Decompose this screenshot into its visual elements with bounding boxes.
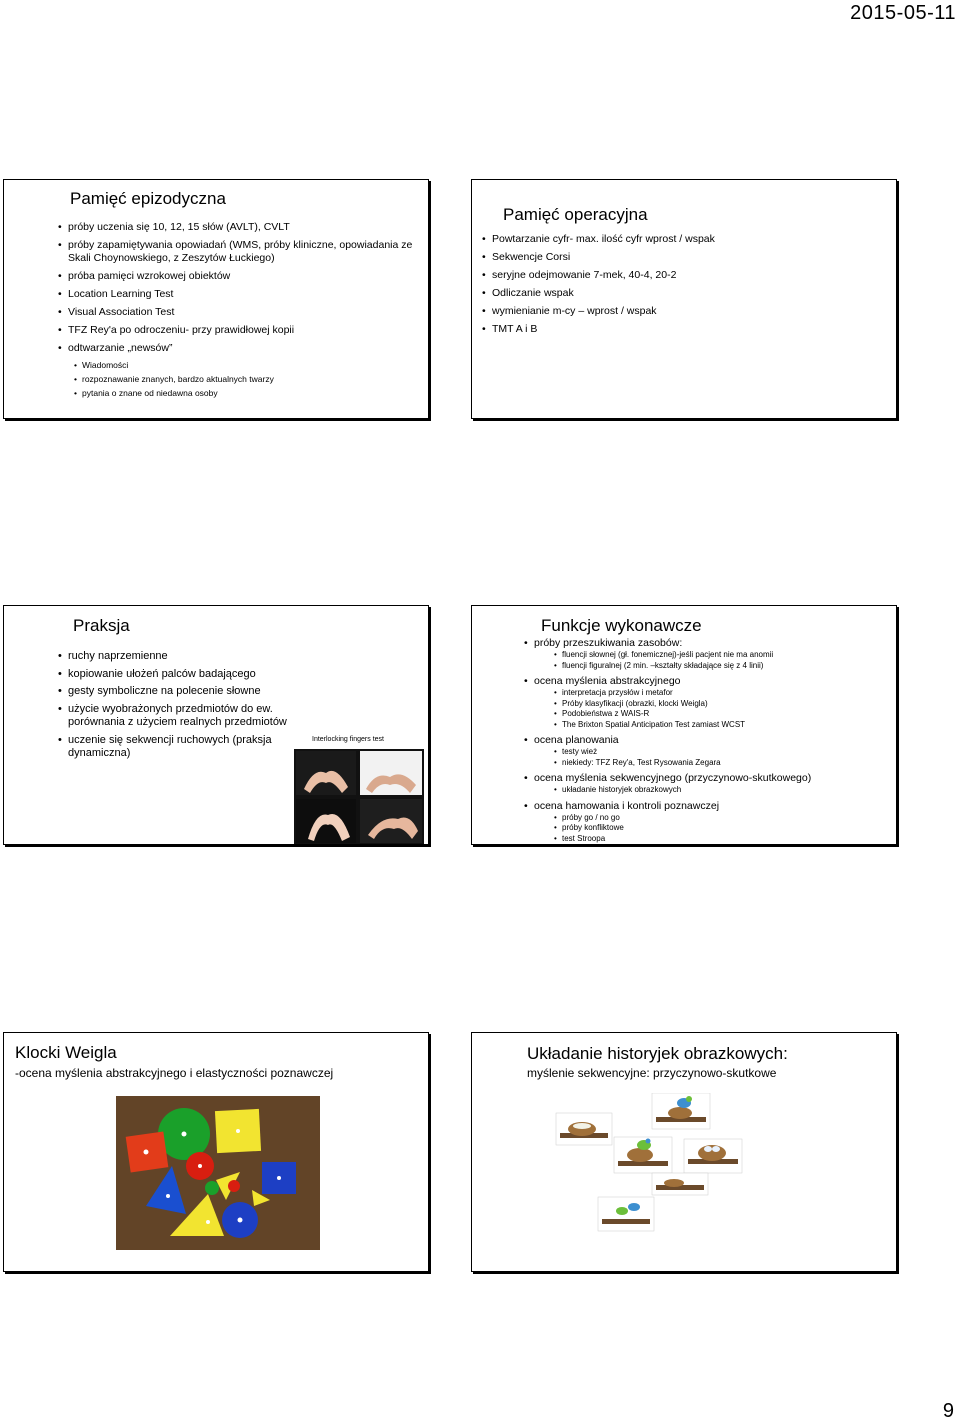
list-item: • ruchy naprzemienne [58,650,298,664]
sub-list-item: • The Brixton Spatial Anticipation Test zamiast WCST [554,720,884,731]
story-card-bird-on-branch [652,1093,710,1129]
list-item: • TMT A i B [482,323,882,336]
list-item: • próby zapamiętywania opowiadań (WMS, próby kliniczne, opowiadania ze Skali Choynowskiego, z Zeszytów Łuckiego) [58,239,418,265]
story-card-eggs [684,1139,742,1173]
slide-pamiec-operacyjna [471,179,897,419]
sub-list-item: • interpretacja przysłów i metafor [554,688,884,699]
slide-pamiec-epizodyczna [3,179,429,419]
sub-list-item: • fluencji figuralnej (2 min. –kształty składające się z 4 linii) [554,661,884,672]
slide-subtitle: -ocena myślenia abstrakcyjnego i elastyczności poznawczej [15,1066,334,1080]
weigl-blocks-photo [116,1096,320,1250]
sub-list-item: • Wiadomości [74,360,418,371]
sub-list-item: • niekiedy: TFZ Rey'a, Test Rysowania Zegara [554,758,884,769]
list-item: • ocena myślenia abstrakcyjnego [524,675,884,687]
sub-list-item: • testy wież [554,747,884,758]
list-item: • ocena planowania [524,734,884,746]
sub-list-item: • próby go / no go [554,813,884,824]
slide-praksja [3,605,429,845]
slide-title: Pamięć operacyjna [503,205,648,224]
list-item: • ocena myślenia sekwencyjnego (przyczynowo-skutkowego) [524,772,884,784]
list-item: • użycie wyobrażonych przedmiotów do ew. porównania z użyciem realnych przedmiotów [58,703,298,730]
sub-list-item: • fluencji słownej (gł. fonemicznej)-jeśli pacjent nie ma anomii [554,650,884,661]
sub-list-item: • Podobieństwa z WAIS-R [554,709,884,720]
list-item: • odtwarzanie „newsów” [58,342,418,355]
interlocking-fingers-photo [294,749,424,845]
sub-list-item: • test Stroopa [554,834,884,845]
list-item: • Powtarzanie cyfr- max. ilość cyfr wprost / wspak [482,233,882,246]
sub-list-item: • próby konfliktowe [554,823,884,834]
picture-story-cards [552,1093,752,1233]
list-item: • kopiowanie ułożeń palców badającego [58,668,298,682]
sub-list-item: • Próby klasyfikacji (obrazki, klocki Weigla) [554,699,884,710]
list-item: • seryjne odejmowanie 7-mek, 40-4, 20-2 [482,269,882,282]
sub-list-item: • układanie historyjek obrazkowych [554,785,884,796]
sub-list-item: • pytania o znane od niedawna osoby [74,388,418,399]
slide-title: Układanie historyjek obrazkowych: [527,1044,788,1063]
list-item: • ocena hamowania i kontroli poznawczej [524,800,884,812]
story-card-bird-in-nest [614,1137,672,1173]
list-item: • uczenie się sekwencji ruchowych (praksja dynamiczna) [58,734,298,761]
slide-title: Pamięć epizodyczna [70,189,226,208]
sub-list-item: • rozpoznawanie znanych, bardzo aktualnych twarzy [74,374,418,385]
story-card-birds-flying [598,1197,654,1231]
slide-klocki-weigla [3,1032,429,1272]
image-caption: Interlocking fingers test [312,736,384,743]
slide-title: Praksja [73,616,130,635]
story-card-nest [556,1113,612,1145]
page-number: 9 [942,1400,954,1422]
slide-title: Funkcje wykonawcze [541,616,702,635]
slide-historyjki-obrazkowe [471,1032,897,1272]
list-item: • TFZ Rey'a po odroczeniu- przy prawidłowej kopii [58,324,418,337]
slide-subtitle: myślenie sekwencyjne: przyczynowo-skutkowe [527,1066,777,1080]
list-item: • Odliczanie wspak [482,287,882,300]
story-card-empty-branch [652,1173,708,1195]
list-item: • próby przeszukiwania zasobów: [524,637,884,649]
list-item: • Visual Association Test [58,306,418,319]
slide-funkcje-wykonawcze [471,605,897,845]
list-item: • Sekwencje Corsi [482,251,882,264]
slide-title: Klocki Weigla [15,1043,117,1062]
list-item: • Location Learning Test [58,288,418,301]
list-item: • wymienianie m-cy – wprost / wspak [482,305,882,318]
list-item: • próba pamięci wzrokowej obiektów [58,270,418,283]
page-date: 2015-05-11 [850,2,956,24]
list-item: • próby uczenia się 10, 12, 15 słów (AVLT), CVLT [58,221,418,234]
list-item: • gesty symboliczne na polecenie słowne [58,685,298,699]
